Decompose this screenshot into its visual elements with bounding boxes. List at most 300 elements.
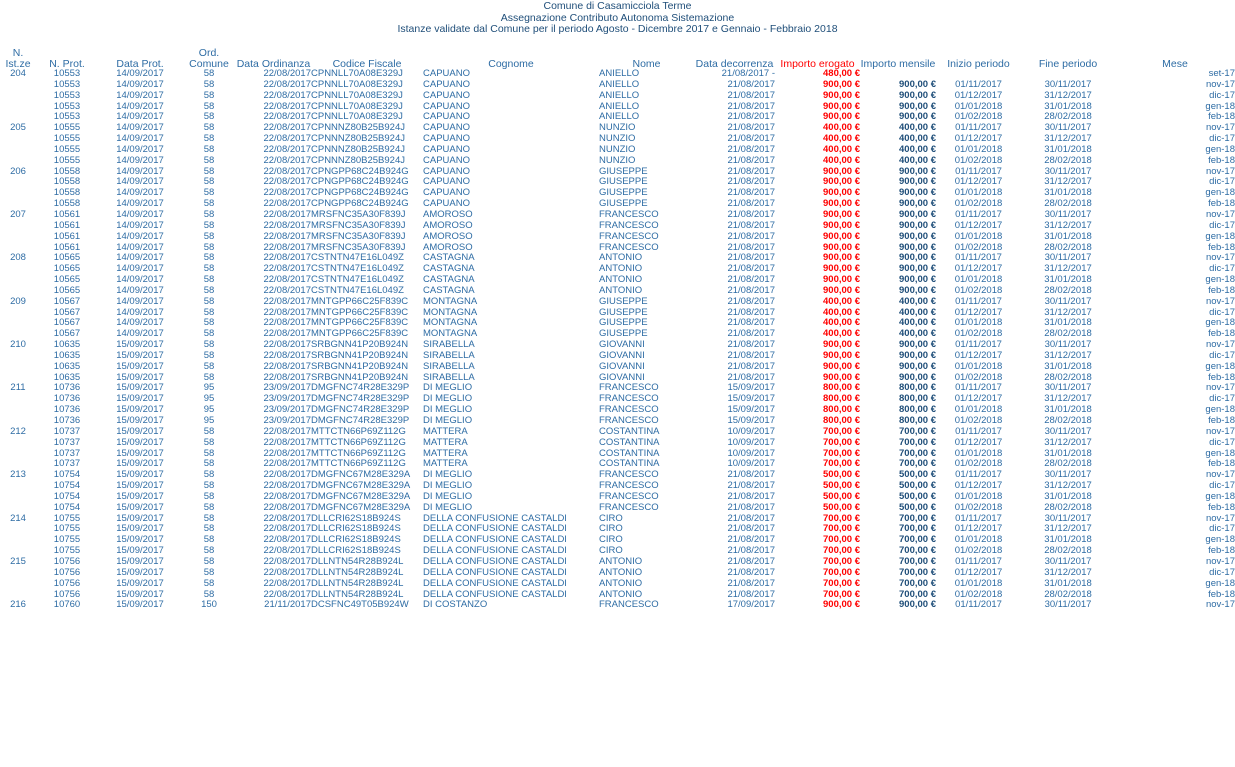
table-row xyxy=(0,221,1235,232)
table-row xyxy=(0,232,1235,243)
cell-n-prot: 10565 xyxy=(53,285,81,296)
cell-data-ordinanza: 22/08/2017 xyxy=(263,546,311,557)
header-data-prot: Data Prot. xyxy=(116,57,164,69)
cell-mese: feb-18 xyxy=(1208,285,1235,296)
cell-n-prot: 10567 xyxy=(53,329,81,340)
cell-n-prot: 10756 xyxy=(53,578,81,589)
cell-data-prot: 15/09/2017 xyxy=(116,567,164,578)
cell-importo-mensile: 400,00 € xyxy=(899,318,936,329)
cell-data-ordinanza: 22/08/2017 xyxy=(263,275,311,286)
cell-n-istze xyxy=(0,264,36,275)
cell-mese: gen-18 xyxy=(1205,405,1235,416)
cell-n-prot: 10555 xyxy=(53,123,81,134)
table-row xyxy=(0,123,1235,134)
cell-nome: GIUSEPPE xyxy=(599,329,648,340)
cell-importo-mensile: 400,00 € xyxy=(899,134,936,145)
cell-importo-mensile: 900,00 € xyxy=(899,188,936,199)
header-mese: Mese xyxy=(1162,57,1188,69)
cell-cognome: DELLA CONFUSIONE CASTALDI xyxy=(423,556,567,567)
cell-data-prot: 14/09/2017 xyxy=(116,90,164,101)
cell-ord-comune: 58 xyxy=(203,340,215,351)
cell-nome: ANTONIO xyxy=(599,275,643,286)
cell-ord-comune: 58 xyxy=(203,372,215,383)
cell-data-decorrenza: 21/08/2017 xyxy=(727,231,775,242)
cell-importo-mensile: 700,00 € xyxy=(899,589,936,600)
cell-data-ordinanza: 22/08/2017 xyxy=(263,535,311,546)
cell-n-prot: 10553 xyxy=(53,79,81,90)
cell-data-decorrenza: 10/09/2017 xyxy=(727,437,775,448)
cell-data-ordinanza: 22/08/2017 xyxy=(263,155,311,166)
cell-codice-fiscale: DLLCRI62S18B924S xyxy=(311,513,401,524)
cell-n-istze: 205 xyxy=(10,123,26,134)
cell-inizio-periodo: 01/02/2018 xyxy=(954,242,1003,253)
cell-importo-erogato: 900,00 € xyxy=(823,220,860,231)
header-codice-fiscale: Codice Fiscale xyxy=(332,57,402,69)
cell-fine-periodo: 30/11/2017 xyxy=(1044,600,1092,611)
cell-data-decorrenza: 21/08/2017 xyxy=(727,546,775,557)
cell-mese: nov-17 xyxy=(1205,513,1235,524)
cell-n-istze xyxy=(0,243,36,254)
cell-data-decorrenza: 21/08/2017 - xyxy=(721,69,775,79)
cell-inizio-periodo: 01/12/2017 xyxy=(954,134,1003,145)
cell-mese: dic-17 xyxy=(1209,134,1235,145)
cell-n-prot: 10756 xyxy=(53,567,81,578)
cell-ord-comune: 58 xyxy=(203,69,215,79)
cell-nome: FRANCESCO xyxy=(599,383,659,394)
cell-inizio-periodo: 01/01/2018 xyxy=(954,361,1003,372)
cell-n-prot: 10754 xyxy=(53,470,81,481)
cell-codice-fiscale: MTTCTN66P69Z112G xyxy=(311,437,406,448)
cell-data-prot: 15/09/2017 xyxy=(116,502,164,513)
cell-n-istze: 212 xyxy=(10,426,26,437)
cell-codice-fiscale: CPNNLL70A08E329J xyxy=(311,112,403,123)
cell-data-ordinanza: 22/08/2017 xyxy=(263,524,311,535)
cell-mese: gen-18 xyxy=(1205,144,1235,155)
cell-importo-mensile: 400,00 € xyxy=(899,144,936,155)
cell-fine-periodo: 31/12/2017 xyxy=(1044,264,1092,275)
cell-n-prot: 10755 xyxy=(53,524,81,535)
cell-n-prot: 10755 xyxy=(53,535,81,546)
cell-mese: nov-17 xyxy=(1205,340,1235,351)
cell-fine-periodo: 30/11/2017 xyxy=(1044,470,1092,481)
cell-data-decorrenza: 21/08/2017 xyxy=(727,123,775,134)
cell-data-ordinanza: 22/08/2017 xyxy=(263,567,311,578)
cell-n-istze xyxy=(0,524,36,535)
table-row xyxy=(0,405,1235,416)
cell-cognome: AMOROSO xyxy=(423,242,473,253)
cell-ord-comune: 95 xyxy=(203,394,215,405)
cell-ord-comune: 58 xyxy=(203,470,215,481)
cell-nome: FRANCESCO xyxy=(599,405,659,416)
cell-data-prot: 14/09/2017 xyxy=(116,155,164,166)
cell-data-prot: 14/09/2017 xyxy=(116,264,164,275)
cell-n-prot: 10736 xyxy=(53,394,81,405)
cell-nome: ANIELLO xyxy=(599,90,640,101)
cell-ord-comune: 58 xyxy=(203,437,215,448)
cell-fine-periodo: 30/11/2017 xyxy=(1044,253,1092,264)
cell-cognome: CAPUANO xyxy=(423,166,470,177)
cell-data-prot: 15/09/2017 xyxy=(116,589,164,600)
cell-data-ordinanza: 22/08/2017 xyxy=(263,253,311,264)
title-assegnazione: Assegnazione Contributo Autonoma Sistemazione xyxy=(500,11,735,24)
table-row xyxy=(0,243,1235,254)
cell-n-prot: 10635 xyxy=(53,372,81,383)
cell-data-decorrenza: 21/08/2017 xyxy=(727,535,775,546)
cell-nome: GIUSEPPE xyxy=(599,307,648,318)
cell-nome: NUNZIO xyxy=(599,123,636,134)
cell-codice-fiscale: DLLNTN54R28B924L xyxy=(311,578,404,589)
cell-inizio-periodo: 01/01/2018 xyxy=(954,144,1003,155)
cell-ord-comune: 58 xyxy=(203,502,215,513)
cell-data-prot: 14/09/2017 xyxy=(116,144,164,155)
cell-codice-fiscale: SRBGNN41P20B924N xyxy=(311,350,409,361)
cell-data-ordinanza: 22/08/2017 xyxy=(263,578,311,589)
cell-inizio-periodo: 01/02/2018 xyxy=(954,546,1003,557)
cell-importo-erogato: 900,00 € xyxy=(823,285,860,296)
cell-ord-comune: 58 xyxy=(203,578,215,589)
cell-inizio-periodo: 01/11/2017 xyxy=(955,513,1002,524)
cell-cognome: CAPUANO xyxy=(423,101,470,112)
header-importo-mensile: Importo mensile xyxy=(860,57,936,69)
cell-data-decorrenza: 21/08/2017 xyxy=(727,589,775,600)
cell-codice-fiscale: MTTCTN66P69Z112G xyxy=(311,459,406,470)
cell-fine-periodo: 28/02/2018 xyxy=(1044,155,1092,166)
cell-fine-periodo: 30/11/2017 xyxy=(1044,383,1092,394)
cell-inizio-periodo: 01/02/2018 xyxy=(954,329,1003,340)
cell-fine-periodo: 31/12/2017 xyxy=(1044,220,1092,231)
cell-importo-erogato: 900,00 € xyxy=(823,361,860,372)
cell-n-prot: 10754 xyxy=(53,491,81,502)
cell-n-istze xyxy=(0,568,36,579)
cell-n-prot: 10754 xyxy=(53,502,81,513)
cell-n-istze xyxy=(0,134,36,145)
cell-data-prot: 15/09/2017 xyxy=(116,470,164,481)
cell-fine-periodo xyxy=(1021,69,1115,80)
cell-fine-periodo: 31/01/2018 xyxy=(1044,144,1092,155)
cell-cognome: SIRABELLA xyxy=(423,350,475,361)
cell-fine-periodo: 30/11/2017 xyxy=(1044,513,1092,524)
cell-nome: GIOVANNI xyxy=(599,340,645,351)
cell-mese: feb-18 xyxy=(1208,372,1235,383)
cell-cognome: CASTAGNA xyxy=(423,264,475,275)
cell-ord-comune: 58 xyxy=(203,318,215,329)
cell-fine-periodo: 31/12/2017 xyxy=(1044,524,1092,535)
cell-fine-periodo: 30/11/2017 xyxy=(1044,340,1092,351)
cell-nome: CIRO xyxy=(599,513,623,524)
cell-ord-comune: 58 xyxy=(203,296,215,307)
header-n-prot: N. Prot. xyxy=(49,57,85,69)
cell-ord-comune: 58 xyxy=(203,567,215,578)
cell-cognome: MATTERA xyxy=(423,426,468,437)
table-row xyxy=(0,340,1235,351)
cell-importo-mensile: 500,00 € xyxy=(899,491,936,502)
cell-n-prot: 10567 xyxy=(53,318,81,329)
cell-data-ordinanza: 22/08/2017 xyxy=(263,90,311,101)
cell-n-prot: 10736 xyxy=(53,405,81,416)
cell-n-istze xyxy=(0,221,36,232)
cell-importo-mensile: 700,00 € xyxy=(899,459,936,470)
cell-importo-erogato: 700,00 € xyxy=(823,426,860,437)
cell-importo-mensile: 900,00 € xyxy=(899,166,936,177)
cell-data-prot: 15/09/2017 xyxy=(116,394,164,405)
cell-data-decorrenza: 21/08/2017 xyxy=(727,502,775,513)
cell-importo-mensile: 500,00 € xyxy=(899,502,936,513)
cell-cognome: SIRABELLA xyxy=(423,361,475,372)
cell-data-prot: 15/09/2017 xyxy=(116,426,164,437)
cell-ord-comune: 58 xyxy=(203,155,215,166)
cell-codice-fiscale: MTTCTN66P69Z112G xyxy=(311,448,406,459)
cell-importo-mensile: 900,00 € xyxy=(899,112,936,123)
cell-codice-fiscale: MNTGPP66C25F839C xyxy=(311,296,409,307)
cell-n-istze xyxy=(0,286,36,297)
cell-mese: nov-17 xyxy=(1205,470,1235,481)
cell-importo-mensile: 800,00 € xyxy=(899,394,936,405)
cell-inizio-periodo: 01/11/2017 xyxy=(955,209,1002,220)
cell-nome: GIUSEPPE xyxy=(599,188,648,199)
cell-ord-comune: 58 xyxy=(203,90,215,101)
cell-n-prot: 10755 xyxy=(53,513,81,524)
cell-data-ordinanza: 22/08/2017 xyxy=(263,220,311,231)
cell-inizio-periodo: 01/01/2018 xyxy=(954,578,1003,589)
cell-fine-periodo: 31/01/2018 xyxy=(1044,535,1092,546)
cell-importo-mensile: 900,00 € xyxy=(899,199,936,210)
cell-data-prot: 14/09/2017 xyxy=(116,79,164,90)
cell-codice-fiscale: DLLCRI62S18B924S xyxy=(311,546,401,557)
cell-data-decorrenza: 21/08/2017 xyxy=(727,90,775,101)
cell-nome: FRANCESCO xyxy=(599,394,659,405)
cell-inizio-periodo: 01/01/2018 xyxy=(954,231,1003,242)
cell-cognome: SIRABELLA xyxy=(423,340,475,351)
cell-fine-periodo: 30/11/2017 xyxy=(1044,209,1092,220)
cell-nome: NUNZIO xyxy=(599,155,636,166)
cell-ord-comune: 58 xyxy=(203,361,215,372)
cell-mese: nov-17 xyxy=(1205,600,1235,611)
cell-cognome: MONTAGNA xyxy=(423,329,478,340)
cell-importo-erogato: 900,00 € xyxy=(823,90,860,101)
cell-n-prot: 10635 xyxy=(53,340,81,351)
cell-ord-comune: 58 xyxy=(203,535,215,546)
table-row xyxy=(0,102,1235,113)
cell-ord-comune: 58 xyxy=(203,426,215,437)
cell-cognome: DI MEGLIO xyxy=(423,502,473,513)
cell-inizio-periodo: 01/11/2017 xyxy=(955,253,1002,264)
cell-data-decorrenza: 21/08/2017 xyxy=(727,567,775,578)
cell-n-istze: 213 xyxy=(10,470,26,481)
cell-importo-erogato: 900,00 € xyxy=(823,231,860,242)
cell-nome: ANTONIO xyxy=(599,285,643,296)
cell-cognome: CAPUANO xyxy=(423,79,470,90)
cell-mese: dic-17 xyxy=(1209,307,1235,318)
cell-fine-periodo: 28/02/2018 xyxy=(1044,416,1092,426)
cell-n-istze xyxy=(0,329,36,340)
cell-importo-mensile: 900,00 € xyxy=(899,90,936,101)
cell-n-prot: 10561 xyxy=(53,220,81,231)
cell-importo-mensile: 800,00 € xyxy=(899,383,936,394)
cell-ord-comune: 58 xyxy=(203,481,215,492)
cell-importo-mensile: 800,00 € xyxy=(899,405,936,416)
cell-data-ordinanza: 22/08/2017 xyxy=(263,166,311,177)
cell-n-prot: 10555 xyxy=(53,134,81,145)
cell-importo-erogato: 900,00 € xyxy=(823,372,860,383)
cell-mese: nov-17 xyxy=(1205,166,1235,177)
cell-mese: gen-18 xyxy=(1205,188,1235,199)
cell-nome: FRANCESCO xyxy=(599,470,659,481)
cell-data-ordinanza: 22/08/2017 xyxy=(263,188,311,199)
cell-mese: gen-18 xyxy=(1205,361,1235,372)
cell-nome: NUNZIO xyxy=(599,144,636,155)
cell-ord-comune: 58 xyxy=(203,285,215,296)
cell-cognome: MATTERA xyxy=(423,437,468,448)
cell-codice-fiscale: CPNGPP68C24B924G xyxy=(311,177,409,188)
table-row xyxy=(0,253,1235,264)
cell-cognome: MONTAGNA xyxy=(423,307,478,318)
cell-cognome: CAPUANO xyxy=(423,177,470,188)
cell-fine-periodo: 30/11/2017 xyxy=(1044,556,1092,567)
cell-importo-erogato: 900,00 € xyxy=(823,101,860,112)
cell-inizio-periodo: 01/11/2017 xyxy=(955,470,1002,481)
cell-data-prot: 15/09/2017 xyxy=(116,481,164,492)
cell-inizio-periodo: 01/11/2017 xyxy=(955,383,1002,394)
cell-nome: CIRO xyxy=(599,524,623,535)
table-row xyxy=(0,590,1235,601)
cell-fine-periodo: 31/01/2018 xyxy=(1044,405,1092,416)
cell-data-decorrenza: 21/08/2017 xyxy=(727,296,775,307)
cell-ord-comune: 58 xyxy=(203,123,215,134)
cell-codice-fiscale: MTTCTN66P69Z112G xyxy=(311,426,406,437)
cell-mese: gen-18 xyxy=(1205,231,1235,242)
cell-fine-periodo: 31/01/2018 xyxy=(1044,231,1092,242)
cell-codice-fiscale: DLLNTN54R28B924L xyxy=(311,567,404,578)
cell-importo-erogato: 400,00 € xyxy=(823,318,860,329)
table-row xyxy=(0,210,1235,221)
cell-fine-periodo: 31/01/2018 xyxy=(1044,491,1092,502)
cell-data-prot: 15/09/2017 xyxy=(116,513,164,524)
cell-n-istze xyxy=(0,481,36,492)
cell-data-ordinanza: 22/08/2017 xyxy=(263,437,311,448)
cell-inizio-periodo: 01/01/2018 xyxy=(954,101,1003,112)
cell-inizio-periodo: 01/02/2018 xyxy=(954,416,1003,426)
cell-data-decorrenza: 21/08/2017 xyxy=(727,144,775,155)
cell-importo-erogato: 900,00 € xyxy=(823,264,860,275)
table-row xyxy=(0,188,1235,199)
table-row xyxy=(0,145,1235,156)
cell-data-ordinanza: 22/08/2017 xyxy=(263,101,311,112)
cell-ord-comune: 58 xyxy=(203,350,215,361)
cell-mese: feb-18 xyxy=(1208,242,1235,253)
cell-data-ordinanza: 22/08/2017 xyxy=(263,361,311,372)
cell-n-prot: 10737 xyxy=(53,459,81,470)
cell-data-ordinanza: 22/08/2017 xyxy=(263,264,311,275)
table-row xyxy=(0,362,1235,373)
cell-fine-periodo: 31/01/2018 xyxy=(1044,361,1092,372)
cell-data-ordinanza: 22/08/2017 xyxy=(263,481,311,492)
cell-inizio-periodo xyxy=(936,69,1021,80)
table-row xyxy=(0,167,1235,178)
cell-inizio-periodo: 01/01/2018 xyxy=(954,188,1003,199)
cell-ord-comune: 58 xyxy=(203,209,215,220)
cell-mese: feb-18 xyxy=(1208,112,1235,123)
cell-importo-mensile: 400,00 € xyxy=(899,329,936,340)
cell-nome: COSTANTINA xyxy=(599,426,660,437)
cell-inizio-periodo: 01/12/2017 xyxy=(954,524,1003,535)
cell-inizio-periodo: 01/01/2018 xyxy=(954,275,1003,286)
cell-data-prot: 14/09/2017 xyxy=(116,69,164,79)
cell-importo-erogato: 400,00 € xyxy=(823,123,860,134)
cell-data-prot: 14/09/2017 xyxy=(116,329,164,340)
cell-fine-periodo: 30/11/2017 xyxy=(1044,296,1092,307)
cell-cognome: MONTAGNA xyxy=(423,318,478,329)
cell-ord-comune: 95 xyxy=(203,383,215,394)
cell-nome: ANTONIO xyxy=(599,253,643,264)
table-row xyxy=(0,557,1235,568)
cell-n-prot: 10553 xyxy=(53,90,81,101)
cell-nome: FRANCESCO xyxy=(599,416,659,426)
cell-data-decorrenza: 21/08/2017 xyxy=(727,513,775,524)
cell-n-istze xyxy=(0,373,36,384)
cell-fine-periodo: 30/11/2017 xyxy=(1044,79,1092,90)
cell-codice-fiscale: SRBGNN41P20B924N xyxy=(311,361,409,372)
header-data-decorrenza: Data decorrenza xyxy=(695,57,774,69)
cell-importo-erogato: 900,00 € xyxy=(823,275,860,286)
cell-mese: gen-18 xyxy=(1205,318,1235,329)
cell-mese: gen-18 xyxy=(1205,491,1235,502)
cell-inizio-periodo: 01/02/2018 xyxy=(954,459,1003,470)
cell-nome: FRANCESCO xyxy=(599,600,659,611)
cell-data-decorrenza: 21/08/2017 xyxy=(727,350,775,361)
cell-fine-periodo: 28/02/2018 xyxy=(1044,242,1092,253)
cell-codice-fiscale: SRBGNN41P20B924N xyxy=(311,372,409,383)
cell-data-ordinanza: 22/08/2017 xyxy=(263,589,311,600)
cell-data-prot: 14/09/2017 xyxy=(116,275,164,286)
header-ord-comune: Ord. Comune xyxy=(189,47,229,69)
cell-ord-comune: 58 xyxy=(203,253,215,264)
cell-data-decorrenza: 21/08/2017 xyxy=(727,556,775,567)
table-row xyxy=(0,535,1235,546)
cell-mese: nov-17 xyxy=(1205,556,1235,567)
cell-cognome: DELLA CONFUSIONE CASTALDI xyxy=(423,567,567,578)
cell-fine-periodo: 31/01/2018 xyxy=(1044,101,1092,112)
header-inizio-periodo: Inizio periodo xyxy=(947,57,1010,69)
cell-codice-fiscale: SRBGNN41P20B924N xyxy=(311,340,409,351)
cell-importo-mensile: 500,00 € xyxy=(899,481,936,492)
cell-codice-fiscale: MNTGPP66C25F839C xyxy=(311,318,409,329)
table-row xyxy=(0,579,1235,590)
table-row xyxy=(0,69,1235,80)
cell-ord-comune: 58 xyxy=(203,231,215,242)
cell-n-prot: 10558 xyxy=(53,177,81,188)
cell-data-decorrenza: 21/08/2017 xyxy=(727,209,775,220)
cell-importo-mensile: 400,00 € xyxy=(899,296,936,307)
cell-n-prot: 10553 xyxy=(53,112,81,123)
cell-ord-comune: 58 xyxy=(203,144,215,155)
cell-importo-erogato: 400,00 € xyxy=(823,155,860,166)
cell-data-decorrenza: 21/08/2017 xyxy=(727,524,775,535)
cell-cognome: CAPUANO xyxy=(423,188,470,199)
cell-importo-mensile: 900,00 € xyxy=(899,209,936,220)
cell-data-prot: 14/09/2017 xyxy=(116,285,164,296)
cell-data-decorrenza: 21/08/2017 xyxy=(727,155,775,166)
cell-importo-mensile: 700,00 € xyxy=(899,546,936,557)
cell-importo-erogato: 700,00 € xyxy=(823,524,860,535)
cell-codice-fiscale: DLLCRI62S18B924S xyxy=(311,524,401,535)
cell-fine-periodo: 28/02/2018 xyxy=(1044,285,1092,296)
cell-n-prot: 10756 xyxy=(53,556,81,567)
cell-codice-fiscale: MRSFNC35A30F839J xyxy=(311,231,406,242)
cell-n-istze xyxy=(0,405,36,416)
cell-data-prot: 14/09/2017 xyxy=(116,112,164,123)
cell-fine-periodo: 31/12/2017 xyxy=(1044,307,1092,318)
cell-data-prot: 14/09/2017 xyxy=(116,166,164,177)
